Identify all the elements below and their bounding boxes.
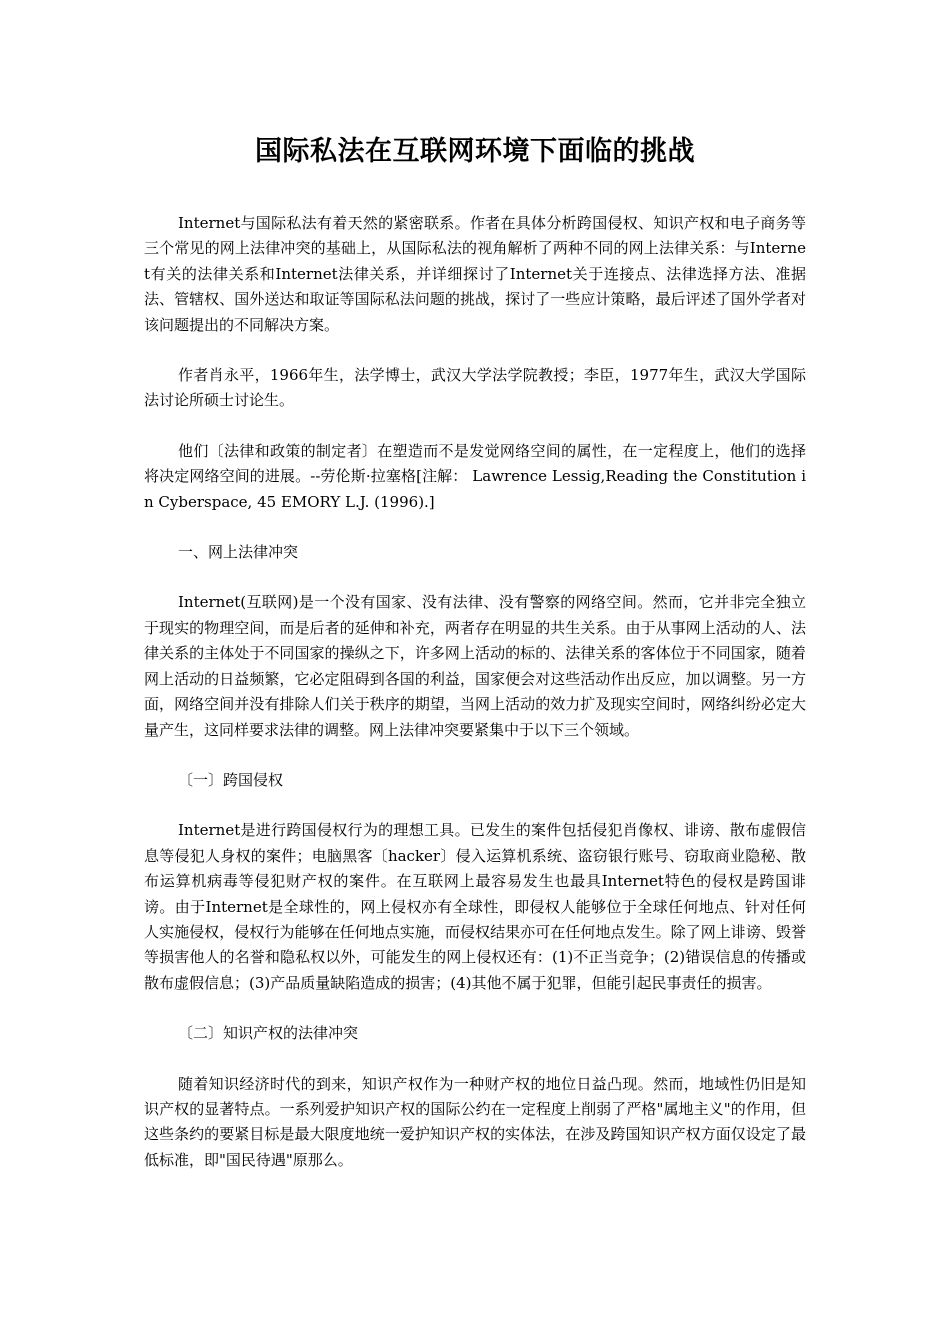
subsection-body-transnational-tort: Internet是进行跨国侵权行为的理想工具。已发生的案件包括侵犯肖像权、诽谤、散布虚假信息等侵犯人身权的案件；电脑黑客〔hacker〕侵入运算机系统、盗窃银行账号、窃取商业隐秘、散布运算机病毒等侵犯财产权的案件。在互联网上最容易发生也最具Internet特色的侵权是跨国诽谤。由于Internet是全球性的，网上侵权亦有全球性，即侵权人能够位于全球任何地点、针对任何人实施侵权，侵权行为能够在任何地点实施，而侵权结果亦可在任何地点发生。除了网上诽谤、毁誉等损害他人的名誉和隐私权以外，可能发生的网上侵权还有：(1)不正当竞争；(2)错误信息的传播或散布虚假信息；(3)产品质量缺陷造成的损害；(4)其他不属于犯罪，但能引起民事责任的损害。 [144,821,806,992]
author-info-paragraph: 作者肖永平，1966年生，法学博士，武汉大学法学院教授；李臣，1977年生，武汉大学国际法讨论所硕士讨论生。 [144,366,806,410]
subsection-heading-ip-conflicts: 〔二〕知识产权的法律冲突 [178,1024,359,1043]
subsection-body-ip-conflicts: 随着知识经济时代的到来，知识产权作为一种财产权的地位日益凸现。然而，地域性仍旧是知识产权的显著特点。一系列爱护知识产权的国际公约在一定程度上削弱了严格"属地主义"的作用，但这些条约的要紧目标是最大限度地统一爱护知识产权的实体法，在涉及跨国知识产权方面仅设定了最低标准，即"国民待遇"原那么。 [144,1074,806,1169]
section-heading-online-conflicts: 一、网上法律冲突 [178,543,299,562]
document-body [144,133,806,1198]
epigraph-paragraph: 他们〔法律和政策的制定者〕在塑造而不是发觉网络空间的属性，在一定程度上，他们的选择将决定网络空间的进展。--劳伦斯·拉塞格[注解： Lawrence Lessig,Reading the Constitution in Cyberspace, 45 EMORY L.J. (1996).] [144,441,806,511]
document-title: 国际私法在互联网环境下面临的挑战 [255,136,695,167]
subsection-heading-transnational-tort: 〔一〕跨国侵权 [178,770,284,789]
section-body-online-conflicts: Internet(互联网)是一个没有国家、没有法律、没有警察的网络空间。然而，它并非完全独立于现实的物理空间，而是后者的延伸和补充，两者存在明显的共生关系。由于从事网上活动的人、法律关系的主体处于不同国家的操纵之下，许多网上活动的标的、法律关系的客体位于不同国家，随着网上活动的日益频繁，它必定阻碍到各国的利益，国家便会对这些活动作出反应，加以调整。另一方面，网络空间并没有排除人们关于秩序的期望，当网上活动的效力扩及现实空间时，网络纠纷必定大量产生，这同样要求法律的调整。网上法律冲突要紧集中于以下三个领域。 [144,593,806,739]
abstract-paragraph: Internet与国际私法有着天然的紧密联系。作者在具体分析跨国侵权、知识产权和电子商务等三个常见的网上法律冲突的基础上，从国际私法的视角解析了两种不同的网上法律关系：与Internet有关的法律关系和Internet法律关系，并详细探讨了Internet关于连接点、法律选择方法、准据法、管辖权、国外送达和取证等国际私法问题的挑战，探讨了一些应计策略，最后评述了国外学者对该问题提出的不同解决方案。 [144,214,806,334]
